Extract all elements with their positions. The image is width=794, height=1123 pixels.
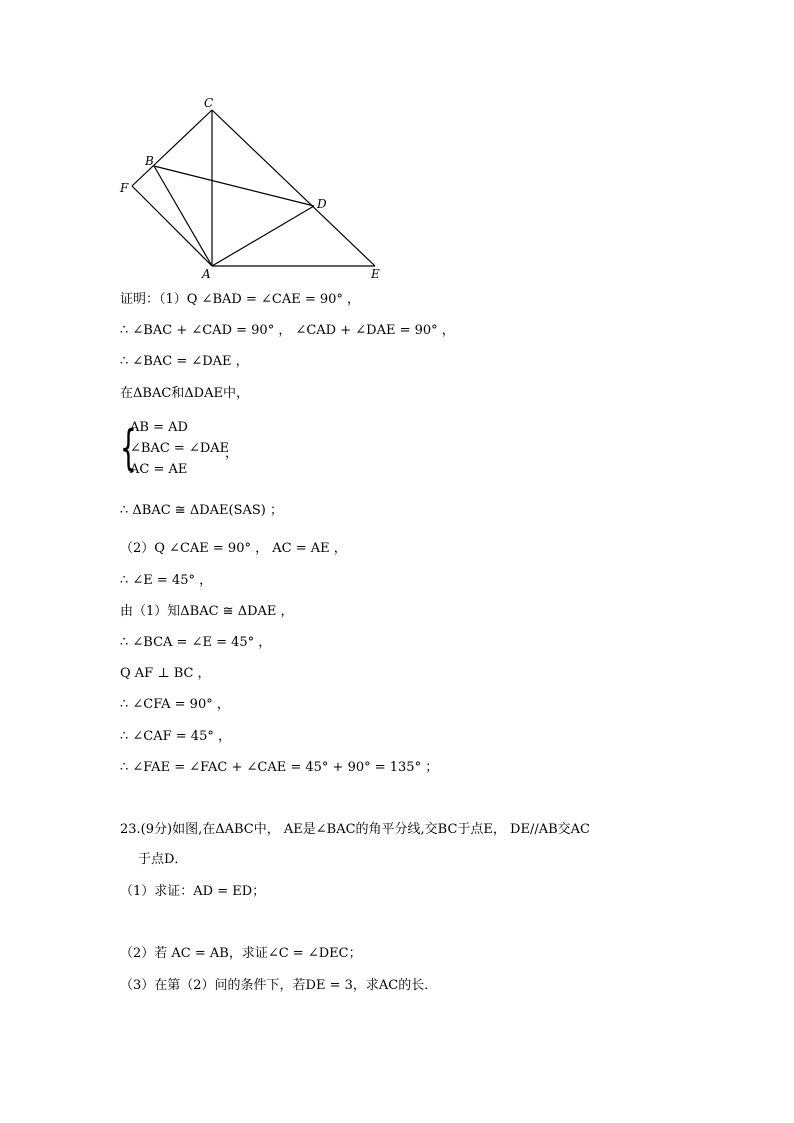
proof-line-10: Q AF ⊥ BC ，	[120, 666, 211, 681]
system-end-comma: ，	[225, 446, 239, 461]
system-row-1: AB = AD	[130, 420, 188, 435]
brace-symbol: {	[120, 420, 137, 476]
problem-23-part-1: （1）求证：AD = ED；	[120, 884, 266, 899]
segment-ce	[212, 110, 375, 266]
proof-line-3: ∴ ∠BAC = ∠DAE ，	[120, 354, 249, 369]
label-e: E	[371, 267, 380, 281]
proof-line-1: 证明：（1）Q ∠BAD = ∠CAE = 90° ，	[120, 292, 361, 307]
proof-line-13: ∴ ∠FAE = ∠FAC + ∠CAE = 45° + 90° = 135° ；	[120, 760, 439, 775]
proof-line-4: 在ΔBAC和ΔDAE中，	[120, 386, 249, 401]
problem-23-part-2: （2）若 AC = AB，求证∠C = ∠DEC；	[120, 946, 362, 961]
segment-cf	[132, 110, 212, 186]
problem-23-line-2: 于点D．	[138, 852, 188, 867]
system-row-3: AC = AE	[130, 462, 188, 477]
proof-line-2: ∴ ∠BAC + ∠CAD = 90° ， ∠CAD + ∠DAE = 90° ，	[120, 323, 455, 338]
segment-bd	[154, 166, 314, 206]
proof-line-11: ∴ ∠CFA = 90° ，	[120, 697, 230, 712]
label-d: D	[317, 197, 327, 211]
label-a: A	[202, 267, 211, 281]
proof-line-7: ∴ ∠E = 45° ，	[120, 573, 213, 588]
label-c: C	[204, 96, 214, 110]
problem-23-line-1: 23.(9分)如图,在ΔABC中， AE是∠BAC的角平分线,交BC于点E， DE//AB交AC	[120, 822, 590, 837]
equation-system	[120, 418, 280, 482]
proof-line-6: （2）Q ∠CAE = 90° ， AC = AE ，	[120, 541, 347, 556]
label-f: F	[120, 181, 129, 195]
proof-line-12: ∴ ∠CAF = 45° ，	[120, 729, 231, 744]
geometry-figure	[110, 92, 400, 287]
system-row-2: ∠BAC = ∠DAE	[130, 441, 230, 456]
proof-line-8: 由（1）知ΔBAC ≅ ΔDAE ，	[120, 604, 294, 619]
proof-line-5: ∴ ΔBAC ≅ ΔDAE(SAS) ；	[120, 503, 284, 518]
problem-23-part-3: （3）在第（2）问的条件下，若DE = 3，求AC的长．	[120, 978, 438, 993]
triangle-diagram	[110, 92, 400, 287]
label-b: B	[145, 154, 154, 168]
proof-line-9: ∴ ∠BCA = ∠E = 45° ，	[120, 635, 272, 650]
segment-ad	[212, 206, 314, 266]
